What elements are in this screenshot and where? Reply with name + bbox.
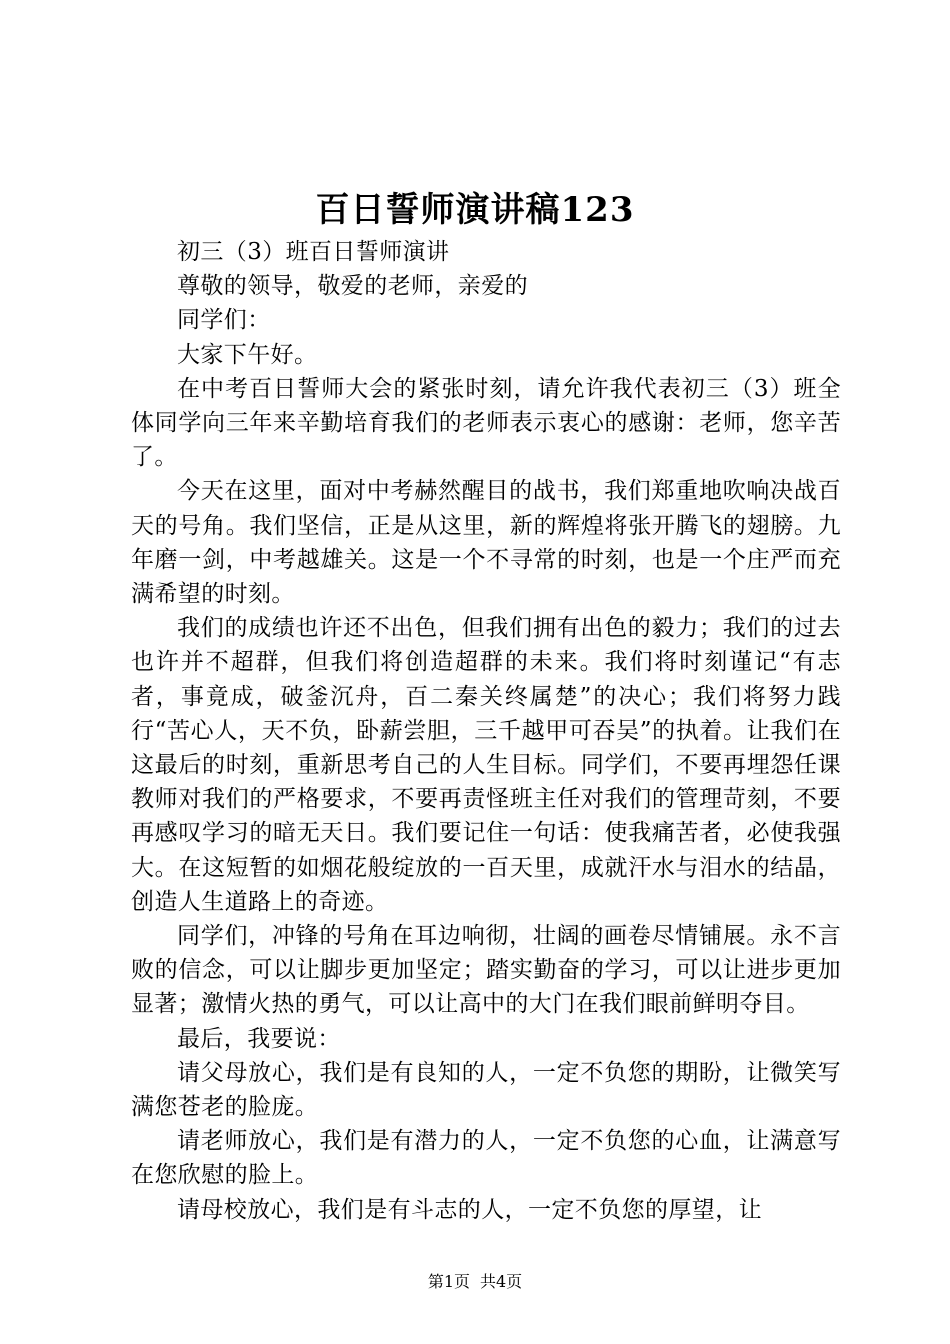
paragraph: 初三（3）班百日誓师演讲 [177, 239, 450, 265]
page-footer [0, 1272, 950, 1292]
paragraph: 请父母放心，我们是有良知的人，一定不负您的期盼，让微笑写满您苍老的脸庞。 [131, 1059, 841, 1121]
paragraph: 大家下午好。 [177, 341, 318, 368]
paragraph: 在中考百日誓师大会的紧张时刻，请允许我代表初三（3）班全体同学向三年来辛勤培育我们的老师表示衷心的感谢：老师，您辛苦了。 [131, 375, 841, 471]
paragraph: 我们的成绩也许还不出色，但我们拥有出色的毅力；我们的过去也许并不超群，但我们将创造超群的未来。我们将时刻谨记“有志者，事竟成，破釜沉舟，百二秦关终属楚”的决心；我们将努力践行“苦心人，天不负，卧薪尝胆，三千越甲可吞吴”的执着。让我们在这最后的时刻，重新思考自己的人生目标。同学们，不要再埋怨任课教师对我们的严格要求，不要再责怪班主任对我们的管理苛刻，不要再感叹学习的暗无天日。我们要记住一句话：使我痛苦者，必使我强大。在这短暂的如烟花般绽放的一百天里，成就汗水与泪水的结晶，创造人生道路上的奇迹。 [131, 615, 841, 915]
paragraph: 尊敬的领导，敬爱的老师，亲爱的 [177, 273, 528, 300]
paragraph: 同学们，冲锋的号角在耳边响彻，壮阔的画卷尽情铺展。永不言败的信念，可以让脚步更加坚定；踏实勤奋的学习，可以让进步更加显著；激情火热的勇气，可以让高中的大门在我们眼前鲜明夺目。 [131, 923, 841, 1018]
document-title: 百日誓师演讲稿123 [315, 190, 635, 230]
document-body [131, 235, 841, 1227]
paragraph: 今天在这里，面对中考赫然醒目的战书，我们郑重地吹响决战百天的号角。我们坚信，正是从这里，新的辉煌将张开腾飞的翅膀。九年磨一剑，中考越雄关。这是一个不寻常的时刻，也是一个庄严而充满希望的时刻。 [131, 478, 841, 608]
page-total: 共4页 [480, 1272, 523, 1291]
paragraph: 请母校放心，我们是有斗志的人，一定不负您的厚望，让 [177, 1196, 762, 1223]
page-number: 第1页 [427, 1272, 470, 1291]
paragraph: 请老师放心，我们是有潜力的人，一定不负您的心血，让满意写在您欣慰的脸上。 [131, 1128, 841, 1189]
paragraph: 最后，我要说： [177, 1025, 341, 1052]
paragraph: 同学们： [177, 307, 271, 334]
